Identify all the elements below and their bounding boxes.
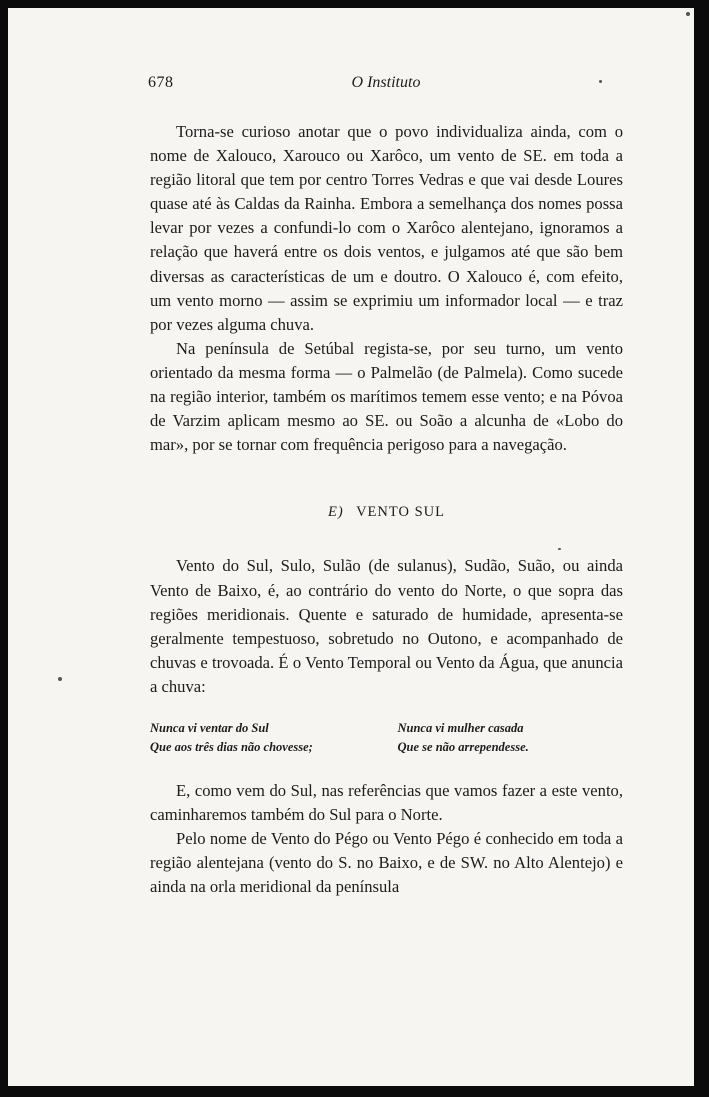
section-letter: E)	[328, 504, 344, 521]
page-header	[8, 74, 694, 96]
verse-quotation	[150, 719, 623, 757]
paragraph-palmelao: Na península de Setúbal regista-se, por seu turno, um vento orientado da mesma forma — o Palmelão (de Palmela). Como sucede na região interior, também os marítimos temem esse vento; e na Póvoa de Varzim aplicam mesmo ao SE. ou Soão a alcunha de «Lobo do mar», por se tornar com frequência perigoso para a navegação.	[150, 338, 623, 455]
verse-line: Nunca vi ventar do Sul	[150, 720, 269, 735]
verse-line: Que aos três dias não chovesse;	[150, 739, 313, 754]
paragraph-vento-pego: Pelo nome de Vento do Pégo ou Vento Pégo é conhecido em toda a região alentejana (vento do S. no Baixo, e de SW. no Alto Alentejo) e ainda na orla meridional da península	[150, 829, 623, 897]
verse-line: Que se não arrependesse.	[397, 739, 529, 754]
paragraph-referencias: E, como vem do Sul, nas referências que vamos fazer a este vento, caminharemos também do Sul para o Norte.	[150, 780, 623, 825]
paragraph-xalouco: Torna-se curioso anotar que o povo individualiza ainda, com o nome de Xalouco, Xarouco ou Xarôco, um vento de SE. em toda a região litoral que tem por centro Torres Vedras e que vai desde Loures quase até às Caldas da Rainha. Embora a semelhança dos nomes possa levar por vezes a confundi-lo com o Xarôco alentejano, ignoramos a relação que haverá entre os dois ventos, e julgamos até que são bem diversas as características de um e doutro. O Xalouco é, com efeito, um vento morno — assim se exprimiu um informador local — e traz por vezes alguma chuva.	[150, 122, 623, 334]
book-page	[8, 8, 694, 1086]
section-title: VENTO SUL	[356, 504, 445, 521]
page-body	[150, 120, 623, 899]
page-number: 678	[148, 74, 174, 91]
section-heading	[150, 500, 623, 524]
verse-left-column	[150, 719, 376, 757]
running-title: O Instituto	[351, 74, 421, 91]
verse-right-column	[376, 719, 624, 757]
paragraph-vento-sul: Vento do Sul, Sulo, Sulão (de sulanus), Sudão, Suão, ou ainda Vento de Baixo, é, ao contrário do vento do Norte, o que sopra das regiões meridionais. Quente e saturado de humidade, apresenta-se geralmente tempestuoso, sobretudo no Outono, e acompanhado de chuvas e trovoada. É o Vento Temporal ou Vento da Água, que anuncia a chuva:	[150, 556, 623, 696]
verse-line: Nunca vi mulher casada	[397, 720, 524, 735]
